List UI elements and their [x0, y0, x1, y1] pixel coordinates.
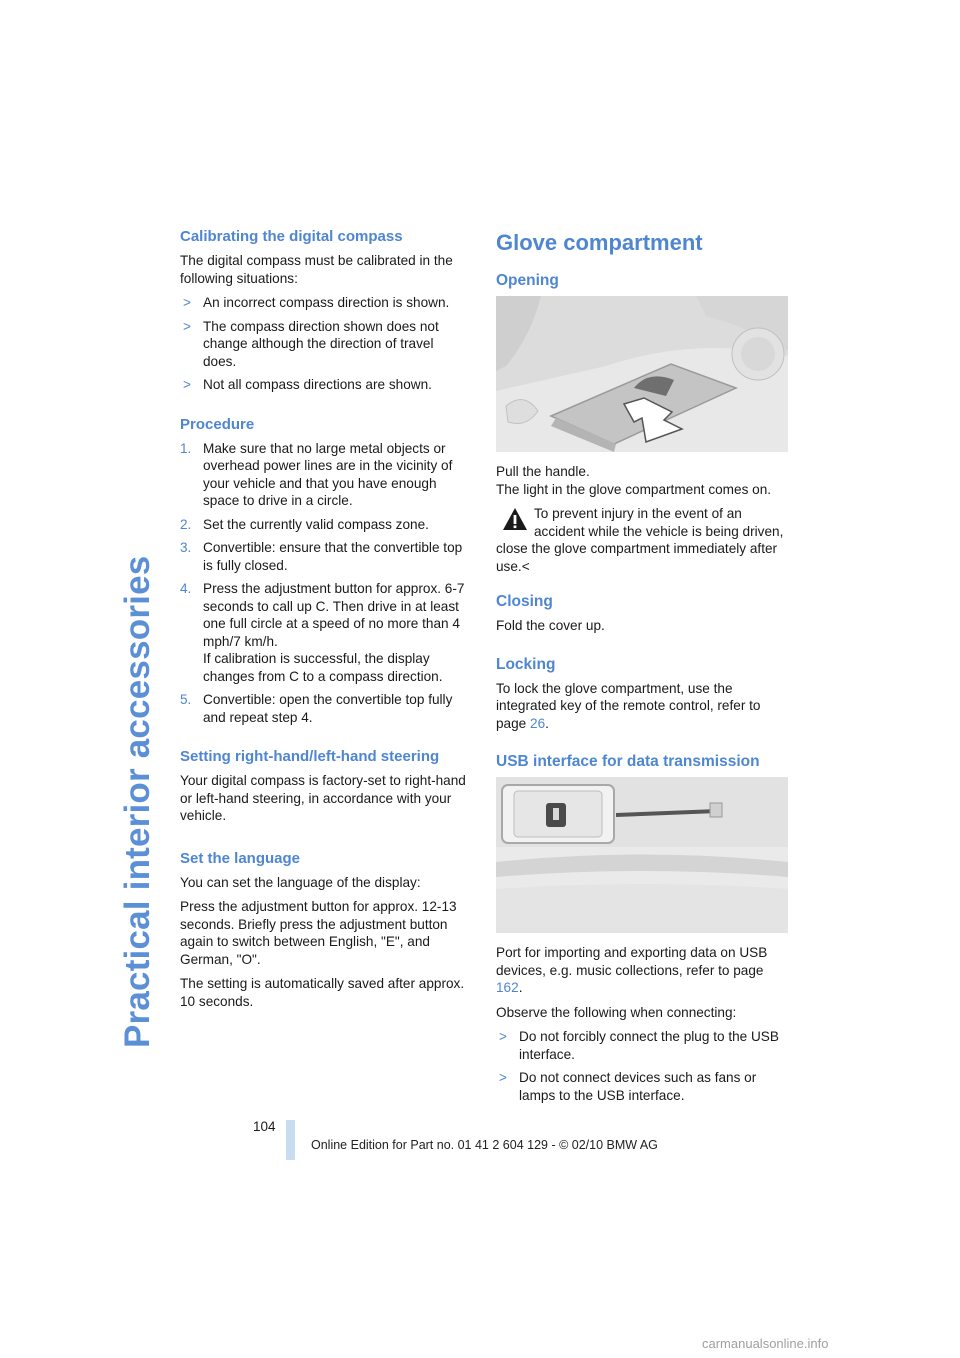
sidebar-title-text: Practical interior accessories [118, 555, 157, 1048]
step-text: Convertible: open the convertible top fully and repeat step 4. [203, 692, 453, 725]
step-number: 4. [180, 581, 192, 596]
usb-heading: USB interface for data transmission [496, 753, 760, 770]
list-item [180, 318, 470, 371]
bullet-marker: > [183, 377, 191, 392]
bullet-marker: > [183, 295, 191, 310]
bullet-marker: > [183, 318, 191, 334]
steering-heading: Setting right-hand/left-hand steering [180, 748, 440, 765]
footer-accent-bar [286, 1120, 295, 1160]
glove-compartment-heading: Glove compartment [496, 230, 703, 255]
step-text: Press the adjustment button for approx. 6-7 seconds to call up C. Then drive in at least one full circle at a speed of no more than 4 mph/7 km/h. [203, 581, 465, 649]
section-sidebar-title [118, 228, 168, 1048]
opening-heading: Opening [496, 272, 559, 289]
warning-text-first: To prevent injury in the event of an accident while the vehicle is being driven, [534, 506, 784, 539]
usb-interface-photo [496, 777, 788, 933]
page-link-162[interactable]: 162 [496, 980, 519, 995]
step-item [180, 539, 470, 574]
step-item [180, 516, 470, 534]
calibrating-heading: Calibrating the digital compass [180, 228, 403, 245]
usb-text: Port for importing and exporting data on USB devices, e.g. music collections, refer to page 162. [496, 945, 768, 995]
step-item [180, 440, 470, 510]
step-text: Make sure that no large metal objects or overhead power lines are in the vicinity of your vehicle and that you have enough space to drive in a circle. [203, 440, 453, 508]
closing-heading: Closing [496, 593, 553, 610]
left-column [180, 228, 470, 1017]
list-item [180, 376, 470, 394]
list-item-text: Do not connect devices such as fans or lamps to the USB interface. [519, 1070, 757, 1103]
opening-line-2: The light in the glove compartment comes on. [496, 481, 772, 497]
page-number: 104 [253, 1119, 276, 1134]
right-column [496, 228, 791, 1110]
glove-compartment-illustration [496, 296, 788, 452]
bullet-marker: > [499, 1070, 507, 1085]
bullet-marker: > [499, 1029, 507, 1044]
step-number: 3. [180, 540, 192, 555]
warning-text-rest: close the glove compartment immediately after use. [496, 541, 778, 574]
online-edition-note: Online Edition for Part no. 01 41 2 604 129 - © 02/10 BMW AG [311, 1138, 658, 1152]
language-text-1: You can set the language of the display: [180, 874, 421, 890]
locking-heading: Locking [496, 655, 556, 673]
step-text-continued: If calibration is successful, the display changes from C to a compass direction. [203, 651, 443, 684]
step-item [180, 691, 470, 726]
calibrating-intro: The digital compass must be calibrated in the following situations: [180, 253, 453, 286]
page-link-26[interactable]: 26 [530, 715, 546, 731]
watermark: carmanualsonline.info [702, 1336, 829, 1351]
list-item-text: The compass direction shown does not change although the direction of travel does. [203, 318, 439, 369]
list-item-text: Do not forcibly connect the plug to the USB interface. [519, 1029, 779, 1062]
usb-interface-illustration [496, 777, 788, 933]
procedure-heading: Procedure [180, 415, 255, 433]
language-text-3: The setting is automatically saved after approx. 10 seconds. [180, 976, 465, 1009]
list-item [496, 1069, 791, 1104]
step-text: Convertible: ensure that the convertible top is fully closed. [203, 540, 463, 573]
step-number: 5. [180, 692, 192, 707]
step-number: 2. [180, 516, 192, 532]
step-item [180, 580, 470, 685]
list-item [180, 294, 470, 312]
warning-note [496, 505, 791, 575]
glove-compartment-photo [496, 296, 788, 452]
steering-text: Your digital compass is factory-set to right-hand or left-hand steering, in accordance with your vehicle. [180, 773, 466, 823]
locking-text-body: To lock the glove compartment, use the integrated key of the remote control, refer to page [496, 680, 761, 731]
observe-text: Observe the following when connecting: [496, 1004, 737, 1020]
list-item-text: An incorrect compass direction is shown. [203, 295, 450, 310]
list-item-text: Not all compass directions are shown. [203, 377, 432, 392]
locking-text: To lock the glove compartment, use the integrated key of the remote control, refer to page 26. [496, 680, 761, 731]
step-text: Set the currently valid compass zone. [203, 516, 429, 532]
step-number: 1. [180, 440, 192, 456]
closing-text: Fold the cover up. [496, 618, 605, 633]
list-item [496, 1028, 791, 1063]
opening-line-1: Pull the handle. [496, 464, 590, 479]
end-marker: < [521, 558, 530, 574]
language-text-2: Press the adjustment button for approx. 12-13 seconds. Briefly press the adjustment button again to switch between English, "E", and German, "O". [180, 899, 457, 967]
warning-triangle-icon [502, 507, 528, 531]
usb-text-body: Port for importing and exporting data on USB devices, e.g. music collections, refer to page [496, 945, 768, 978]
language-heading: Set the language [180, 849, 301, 867]
